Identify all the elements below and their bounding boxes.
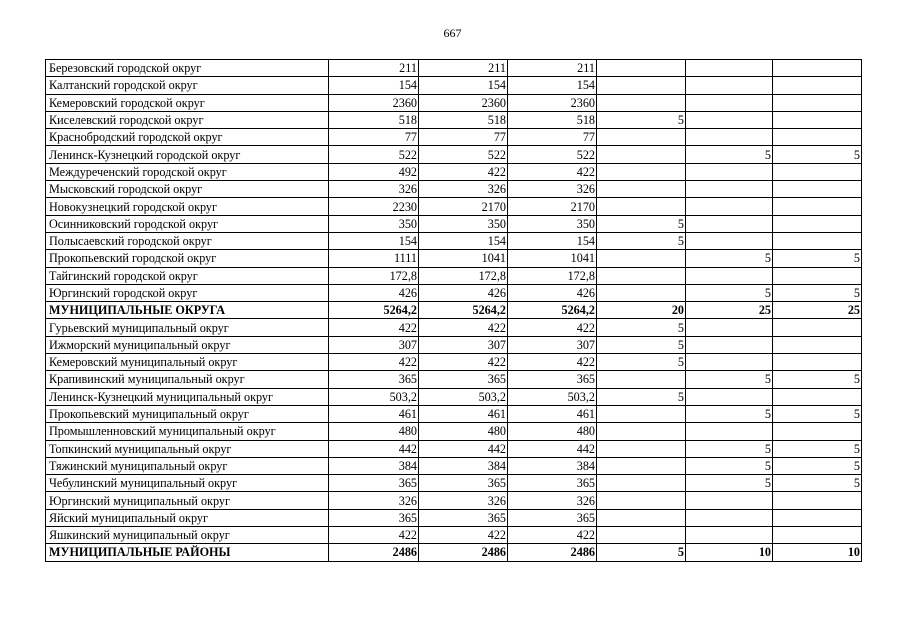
value-cell: 1111: [329, 250, 419, 267]
value-cell: 5: [773, 371, 862, 388]
value-cell: [773, 129, 862, 146]
value-cell: 5: [686, 457, 773, 474]
value-cell: 480: [329, 423, 419, 440]
value-cell: 518: [329, 111, 419, 128]
value-cell: 442: [508, 440, 597, 457]
value-cell: 461: [419, 405, 508, 422]
table-total-row: [46, 544, 862, 561]
value-cell: 365: [329, 371, 419, 388]
value-cell: 442: [329, 440, 419, 457]
value-cell: [686, 232, 773, 249]
value-cell: 461: [508, 405, 597, 422]
row-name-cell: Ленинск-Кузнецкий муниципальный округ: [46, 388, 329, 405]
value-cell: [773, 336, 862, 353]
table-row: [46, 250, 862, 267]
value-cell: 426: [508, 284, 597, 301]
value-cell: 480: [419, 423, 508, 440]
budget-table: [45, 59, 862, 562]
table-row: [46, 77, 862, 94]
value-cell: [597, 509, 686, 526]
value-cell: 172,8: [329, 267, 419, 284]
value-cell: 350: [419, 215, 508, 232]
value-cell: 5: [686, 405, 773, 422]
value-cell: [686, 215, 773, 232]
row-name-cell: Тяжинский муниципальный округ: [46, 457, 329, 474]
value-cell: 365: [329, 475, 419, 492]
value-cell: [686, 77, 773, 94]
row-name-cell: Междуреченский городской округ: [46, 163, 329, 180]
value-cell: [597, 94, 686, 111]
table-row: [46, 215, 862, 232]
value-cell: [597, 440, 686, 457]
value-cell: [597, 527, 686, 544]
value-cell: [597, 423, 686, 440]
value-cell: 5: [597, 232, 686, 249]
value-cell: 2360: [419, 94, 508, 111]
value-cell: 5: [686, 284, 773, 301]
value-cell: [597, 163, 686, 180]
value-cell: [597, 77, 686, 94]
table-row: [46, 457, 862, 474]
value-cell: 365: [329, 509, 419, 526]
value-cell: [597, 457, 686, 474]
value-cell: [597, 405, 686, 422]
table-row: [46, 336, 862, 353]
value-cell: 365: [508, 475, 597, 492]
table-row: [46, 319, 862, 336]
row-name-cell: Осинниковский городской округ: [46, 215, 329, 232]
value-cell: 503,2: [508, 388, 597, 405]
table-row: [46, 111, 862, 128]
value-cell: 2360: [329, 94, 419, 111]
value-cell: [597, 60, 686, 77]
row-name-cell: Березовский городской округ: [46, 60, 329, 77]
value-cell: [773, 354, 862, 371]
value-cell: [597, 267, 686, 284]
value-cell: [773, 509, 862, 526]
value-cell: 154: [419, 77, 508, 94]
value-cell: 5: [597, 544, 686, 561]
row-name-cell: Промышленновский муниципальный округ: [46, 423, 329, 440]
value-cell: [686, 388, 773, 405]
value-cell: [773, 215, 862, 232]
value-cell: [686, 181, 773, 198]
value-cell: 5: [686, 371, 773, 388]
value-cell: [597, 181, 686, 198]
value-cell: [773, 232, 862, 249]
value-cell: 77: [508, 129, 597, 146]
value-cell: [773, 319, 862, 336]
value-cell: 307: [419, 336, 508, 353]
value-cell: 384: [329, 457, 419, 474]
table-row: [46, 163, 862, 180]
row-name-cell: Новокузнецкий городской округ: [46, 198, 329, 215]
value-cell: [597, 146, 686, 163]
value-cell: [773, 94, 862, 111]
row-name-cell: Ижморский муниципальный округ: [46, 336, 329, 353]
row-name-cell: Яйский муниципальный округ: [46, 509, 329, 526]
value-cell: [597, 284, 686, 301]
value-cell: 172,8: [419, 267, 508, 284]
value-cell: 5: [686, 440, 773, 457]
value-cell: 77: [329, 129, 419, 146]
value-cell: [773, 111, 862, 128]
table-row: [46, 440, 862, 457]
value-cell: 326: [508, 181, 597, 198]
value-cell: 154: [329, 232, 419, 249]
table-row: [46, 527, 862, 544]
value-cell: 5: [773, 475, 862, 492]
row-name-cell: Калтанский городской округ: [46, 77, 329, 94]
value-cell: 422: [329, 354, 419, 371]
value-cell: 461: [329, 405, 419, 422]
value-cell: [686, 354, 773, 371]
table-row: [46, 371, 862, 388]
value-cell: 326: [329, 492, 419, 509]
value-cell: 350: [329, 215, 419, 232]
value-cell: 480: [508, 423, 597, 440]
value-cell: 2170: [508, 198, 597, 215]
value-cell: 5264,2: [329, 302, 419, 319]
row-name-cell: Прокопьевский городской округ: [46, 250, 329, 267]
value-cell: 154: [329, 77, 419, 94]
value-cell: [773, 527, 862, 544]
value-cell: [773, 388, 862, 405]
value-cell: 326: [329, 181, 419, 198]
value-cell: 426: [419, 284, 508, 301]
value-cell: [686, 423, 773, 440]
value-cell: 25: [773, 302, 862, 319]
table-body: [46, 60, 862, 562]
value-cell: 5: [597, 354, 686, 371]
table-row: [46, 492, 862, 509]
value-cell: 5: [686, 475, 773, 492]
row-name-cell: МУНИЦИПАЛЬНЫЕ ОКРУГА: [46, 302, 329, 319]
value-cell: 422: [419, 163, 508, 180]
value-cell: [773, 267, 862, 284]
row-name-cell: Краснобродский городской округ: [46, 129, 329, 146]
value-cell: [773, 198, 862, 215]
row-name-cell: Юргинский городской округ: [46, 284, 329, 301]
value-cell: 422: [508, 527, 597, 544]
table-row: [46, 509, 862, 526]
value-cell: [686, 163, 773, 180]
value-cell: 2360: [508, 94, 597, 111]
value-cell: 426: [329, 284, 419, 301]
value-cell: 307: [508, 336, 597, 353]
row-name-cell: Кемеровский городской округ: [46, 94, 329, 111]
value-cell: 5: [597, 319, 686, 336]
value-cell: [597, 250, 686, 267]
value-cell: 5: [597, 215, 686, 232]
value-cell: 522: [419, 146, 508, 163]
value-cell: 154: [419, 232, 508, 249]
row-name-cell: Прокопьевский муниципальный округ: [46, 405, 329, 422]
value-cell: 5: [597, 388, 686, 405]
row-name-cell: Юргинский муниципальный округ: [46, 492, 329, 509]
value-cell: 10: [773, 544, 862, 561]
value-cell: [686, 527, 773, 544]
value-cell: 422: [329, 527, 419, 544]
value-cell: [686, 319, 773, 336]
table-row: [46, 60, 862, 77]
value-cell: [686, 336, 773, 353]
table-row: [46, 129, 862, 146]
value-cell: [686, 267, 773, 284]
value-cell: 1041: [508, 250, 597, 267]
value-cell: [597, 371, 686, 388]
value-cell: 5: [686, 146, 773, 163]
value-cell: [773, 423, 862, 440]
value-cell: 518: [419, 111, 508, 128]
value-cell: 492: [329, 163, 419, 180]
value-cell: [597, 198, 686, 215]
value-cell: 5264,2: [419, 302, 508, 319]
table-row: [46, 284, 862, 301]
value-cell: 5: [773, 440, 862, 457]
value-cell: 384: [508, 457, 597, 474]
row-name-cell: МУНИЦИПАЛЬНЫЕ РАЙОНЫ: [46, 544, 329, 561]
value-cell: 5: [773, 284, 862, 301]
value-cell: 2486: [508, 544, 597, 561]
value-cell: 2486: [419, 544, 508, 561]
value-cell: 154: [508, 77, 597, 94]
value-cell: 384: [419, 457, 508, 474]
value-cell: [773, 77, 862, 94]
value-cell: 5: [773, 146, 862, 163]
row-name-cell: Тайгинский городской округ: [46, 267, 329, 284]
value-cell: 5: [773, 405, 862, 422]
value-cell: 5264,2: [508, 302, 597, 319]
value-cell: [597, 129, 686, 146]
value-cell: 5: [773, 457, 862, 474]
row-name-cell: Мысковский городской округ: [46, 181, 329, 198]
table-row: [46, 94, 862, 111]
value-cell: 20: [597, 302, 686, 319]
value-cell: 522: [329, 146, 419, 163]
value-cell: 326: [508, 492, 597, 509]
value-cell: 25: [686, 302, 773, 319]
value-cell: [773, 60, 862, 77]
table-row: [46, 354, 862, 371]
page-number: 667: [443, 26, 462, 40]
value-cell: 154: [508, 232, 597, 249]
value-cell: 422: [329, 319, 419, 336]
row-name-cell: Кемеровский муниципальный округ: [46, 354, 329, 371]
value-cell: 503,2: [329, 388, 419, 405]
value-cell: 5: [773, 250, 862, 267]
value-cell: [773, 163, 862, 180]
value-cell: 422: [419, 527, 508, 544]
value-cell: 422: [508, 319, 597, 336]
value-cell: 2486: [329, 544, 419, 561]
value-cell: 77: [419, 129, 508, 146]
table-row: [46, 146, 862, 163]
value-cell: 2230: [329, 198, 419, 215]
row-name-cell: Яшкинский муниципальный округ: [46, 527, 329, 544]
value-cell: 503,2: [419, 388, 508, 405]
value-cell: [686, 111, 773, 128]
table-row: [46, 267, 862, 284]
value-cell: 365: [419, 509, 508, 526]
value-cell: 365: [508, 509, 597, 526]
table-total-row: [46, 302, 862, 319]
row-name-cell: Топкинский муниципальный округ: [46, 440, 329, 457]
value-cell: [686, 129, 773, 146]
table-row: [46, 181, 862, 198]
value-cell: 365: [508, 371, 597, 388]
table-row: [46, 405, 862, 422]
row-name-cell: Ленинск-Кузнецкий городской округ: [46, 146, 329, 163]
value-cell: [597, 492, 686, 509]
value-cell: 211: [419, 60, 508, 77]
value-cell: 442: [419, 440, 508, 457]
value-cell: 2170: [419, 198, 508, 215]
value-cell: 5: [597, 111, 686, 128]
value-cell: 211: [329, 60, 419, 77]
value-cell: 518: [508, 111, 597, 128]
value-cell: 211: [508, 60, 597, 77]
value-cell: [773, 181, 862, 198]
value-cell: 365: [419, 371, 508, 388]
value-cell: [773, 492, 862, 509]
row-name-cell: Крапивинский муниципальный округ: [46, 371, 329, 388]
table-row: [46, 232, 862, 249]
value-cell: 172,8: [508, 267, 597, 284]
value-cell: 422: [508, 354, 597, 371]
table-row: [46, 475, 862, 492]
value-cell: 5: [686, 250, 773, 267]
value-cell: [597, 475, 686, 492]
value-cell: [686, 94, 773, 111]
value-cell: 422: [508, 163, 597, 180]
table-row: [46, 198, 862, 215]
value-cell: 5: [597, 336, 686, 353]
value-cell: [686, 198, 773, 215]
value-cell: [686, 509, 773, 526]
row-name-cell: Киселевский городской округ: [46, 111, 329, 128]
value-cell: [686, 60, 773, 77]
row-name-cell: Полысаевский городской округ: [46, 232, 329, 249]
value-cell: [686, 492, 773, 509]
table-row: [46, 388, 862, 405]
value-cell: 422: [419, 354, 508, 371]
value-cell: 350: [508, 215, 597, 232]
value-cell: 522: [508, 146, 597, 163]
value-cell: 307: [329, 336, 419, 353]
value-cell: 326: [419, 492, 508, 509]
table-row: [46, 423, 862, 440]
value-cell: 1041: [419, 250, 508, 267]
value-cell: 326: [419, 181, 508, 198]
row-name-cell: Гурьевский муниципальный округ: [46, 319, 329, 336]
value-cell: 10: [686, 544, 773, 561]
value-cell: 365: [419, 475, 508, 492]
row-name-cell: Чебулинский муниципальный округ: [46, 475, 329, 492]
value-cell: 422: [419, 319, 508, 336]
